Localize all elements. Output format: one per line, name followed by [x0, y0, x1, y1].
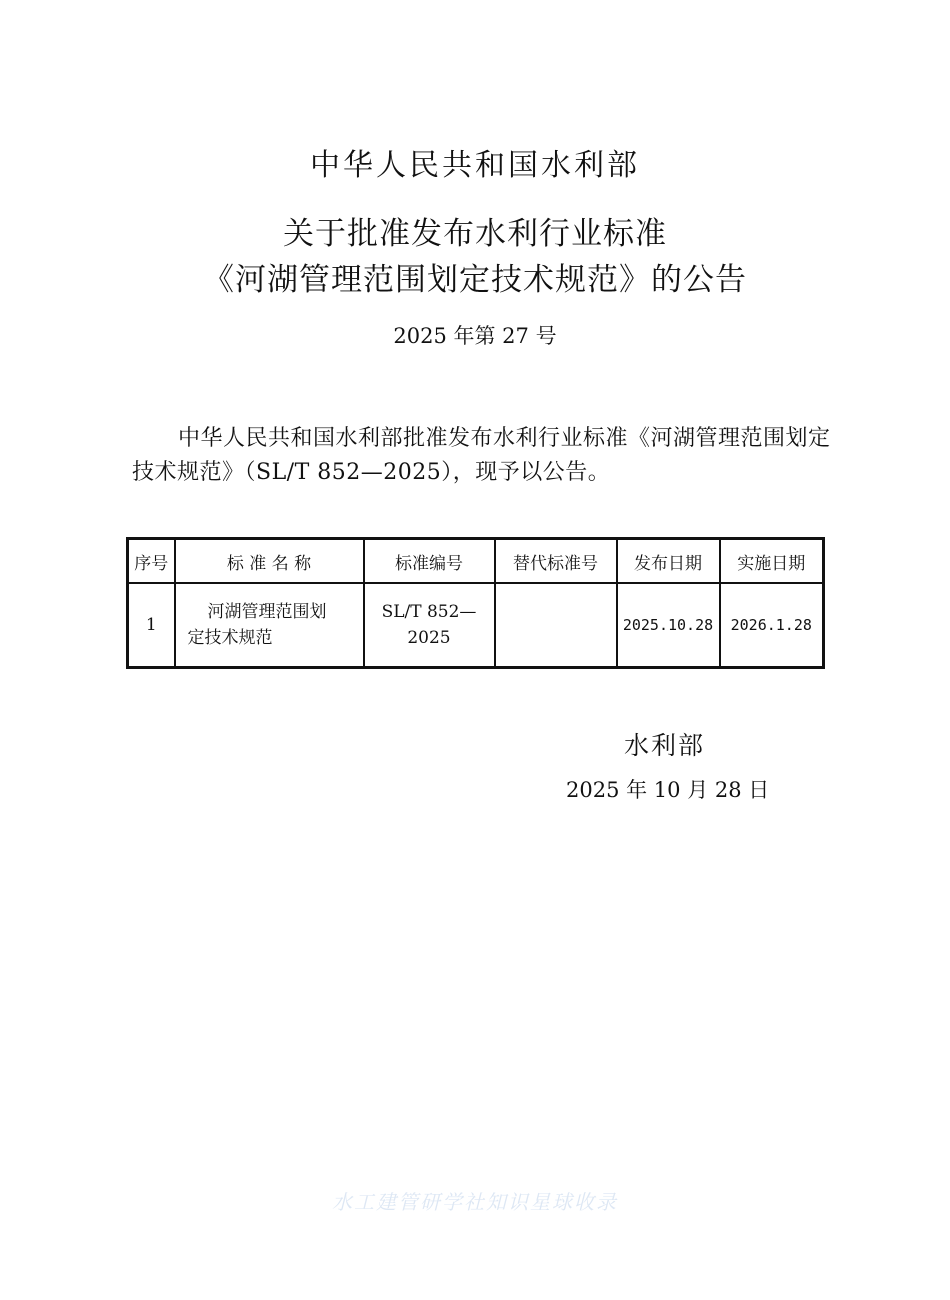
cell-seq: 1 — [128, 583, 175, 668]
header-effective-date: 实施日期 — [720, 539, 824, 584]
header-replaces: 替代标准号 — [495, 539, 617, 584]
watermark-text: 水工建管研学社知识星球收录 — [332, 1190, 618, 1214]
cell-issue-date: 2025.10.28 — [617, 583, 720, 668]
signature-date: 2025 年 10 月 28 日 — [566, 778, 770, 802]
standards-table — [126, 537, 825, 669]
notice-title-line2: 《河湖管理范围划定技术规范》的公告 — [203, 262, 747, 298]
header-code: 标准编号 — [364, 539, 495, 584]
table-header-row — [128, 539, 824, 584]
notice-title-line1: 关于批准发布水利行业标准 — [283, 216, 667, 252]
cell-code-line2: 2025 — [407, 628, 451, 648]
cell-replaces — [495, 583, 617, 668]
table-row — [128, 583, 824, 668]
header-seq: 序号 — [128, 539, 175, 584]
cell-name-line1: 河湖管理范围划 — [207, 602, 327, 622]
cell-code-line1: SL/T 852— — [381, 602, 477, 622]
document-number: 2025 年第 27 号 — [393, 324, 557, 348]
issuer-heading: 中华人民共和国水利部 — [310, 148, 640, 183]
header-name: 标 准 名 称 — [175, 539, 364, 584]
cell-effective-date: 2026.1.28 — [720, 583, 824, 668]
cell-name — [175, 583, 364, 668]
cell-name-line2: 定技术规范 — [187, 628, 273, 648]
announcement-paragraph: 中华人民共和国水利部批准发布水利行业标准《河湖管理范围划定技术规范》（SL/T 852—2025），现予以公告。 — [132, 426, 831, 485]
header-issue-date: 发布日期 — [617, 539, 720, 584]
signature-organization: 水利部 — [624, 731, 706, 760]
cell-code — [364, 583, 495, 668]
